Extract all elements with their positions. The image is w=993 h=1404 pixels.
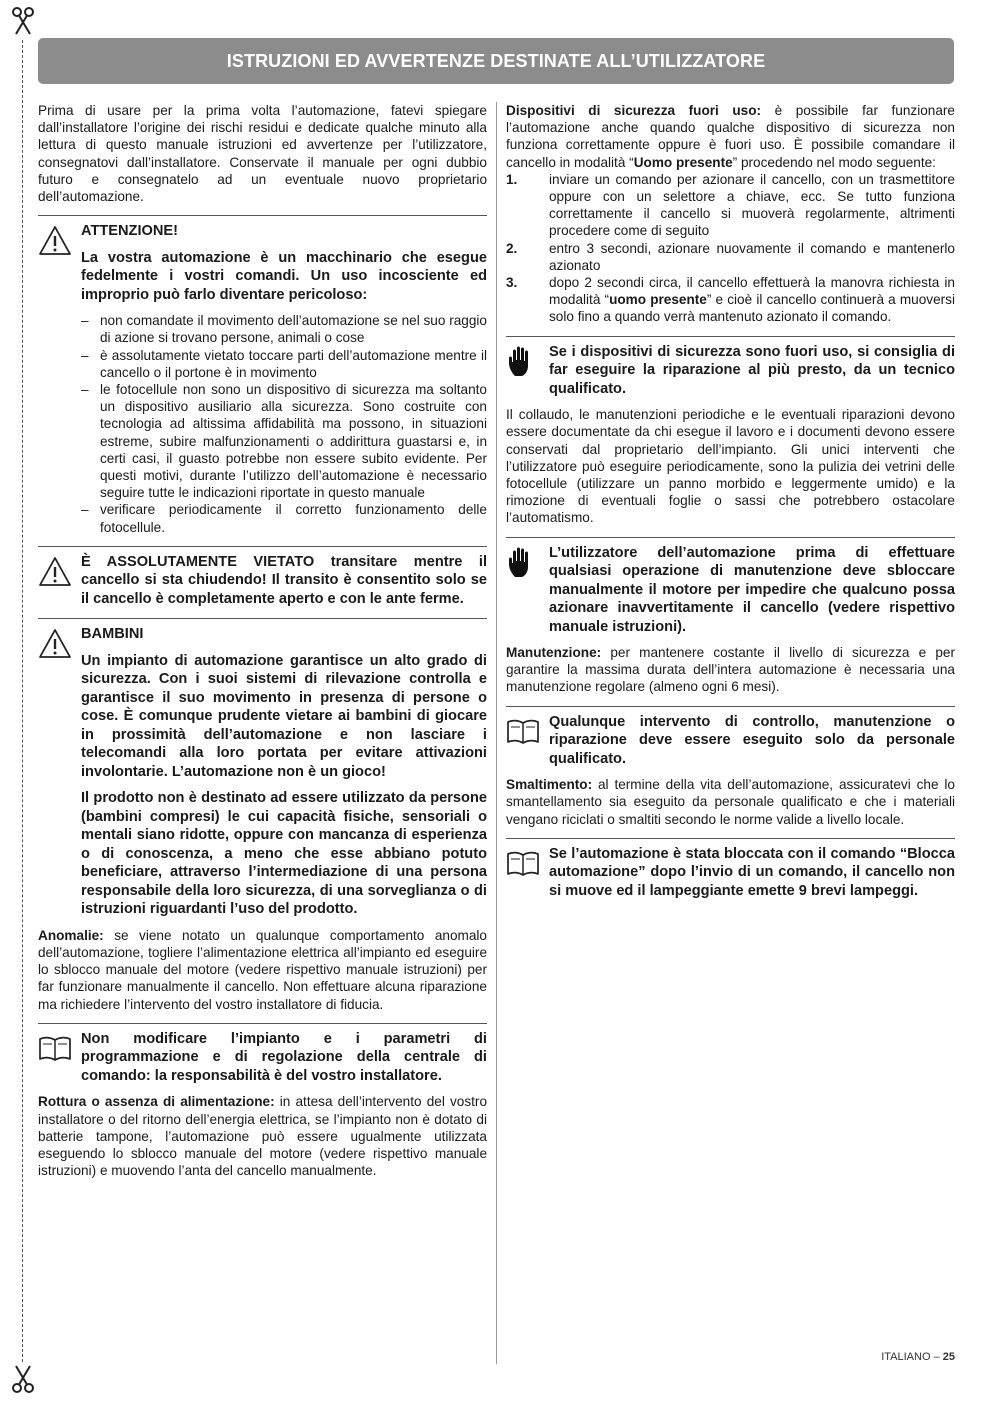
footer-language: ITALIANO – bbox=[881, 1351, 943, 1363]
note-non-modificare bbox=[38, 1023, 487, 1086]
scissors-icon bbox=[9, 6, 37, 36]
smaltimento-text: al termine della vita dell’automazione, assicuratevi che lo smantellamento sia eseguito da personale qualificato e che i materiali vengano riciclati o smaltiti secondo le norme valide a livello locale. bbox=[506, 777, 955, 827]
warning-attenzione bbox=[38, 215, 487, 304]
anomalie-paragraph bbox=[38, 927, 487, 1013]
warning-vietato bbox=[38, 546, 487, 609]
dispositivi-paragraph bbox=[506, 102, 955, 171]
rottura-text: in attesa dell’intervento del vostro installatore o del ritorno dell’energia elettrica, se l’impianto non è dotato di batterie tampone, l’automazione può essere ugualmente utilizzata eseguendo lo sblocco manuale del motore (vedere rispettivo manuale istruzioni) e muovendo l’anta del cancello manualmente. bbox=[38, 1094, 487, 1179]
warning-triangle-icon bbox=[38, 627, 72, 661]
rottura-label: Rottura o assenza di alimentazione: bbox=[38, 1094, 275, 1110]
smaltimento-paragraph bbox=[506, 776, 955, 828]
steps-list bbox=[506, 171, 955, 326]
step-bold: uomo presente bbox=[609, 292, 707, 308]
left-column bbox=[38, 102, 487, 1187]
right-column bbox=[506, 102, 955, 908]
collaudo-paragraph: Il collaudo, le manutenzioni periodiche e le eventuali riparazioni devono essere documentate da chi esegue il lavoro e i documenti devono essere conservati dal proprietario dell’impianto. Gli unici interventi che l’utilizzatore può eseguire periodicamente, sono la pulizia dei vetrini delle fotocellule (utilizzare un panno morbido e leggermente umido) e la rimozione di eventuali foglie o sassi che potrebbero ostacolare l’automatismo. bbox=[506, 407, 955, 526]
sblocco-text: L’utilizzatore dell’automazione prima di effettuare qualsiasi operazione di manutenzione deve sbloccare manualmente il motore per impedire che qualcuno possa azionare inavvertitamente il cancello (vedere rispettivo manuale istruzioni). bbox=[549, 544, 955, 635]
list-item: – verificare periodicamente il corretto funzionamento delle fotocellule. bbox=[81, 501, 487, 535]
stop-hand-icon bbox=[506, 546, 540, 580]
dispositivi-label: Dispositivi di sicurezza fuori uso: bbox=[506, 103, 762, 118]
anomalie-text: se viene notato un qualunque comportamento anomalo dell’automazione, togliere l’alimentazione elettrica all’impianto ed eseguire lo sblocco manuale del motore (vedere rispettivo manuale istruzioni) per far funzionare manualmente il cancello. Non effettuare alcuna riparazione ma richiedere l’intervento del vostro installatore di fiducia. bbox=[38, 927, 487, 1012]
attenzione-text: La vostra automazione è un macchinario che esegue fedelmente i vostri comandi. Un uso incosciente ed improprio può farlo diventare pericoloso: bbox=[81, 249, 487, 303]
step-number: 2. bbox=[506, 240, 518, 256]
page-number: 25 bbox=[942, 1351, 955, 1363]
fuori-uso-text: Se i dispositivi di sicurezza sono fuori uso, si consiglia di far eseguire la riparazione al più presto, da un tecnico qualificato. bbox=[549, 343, 955, 397]
step-text: entro 3 secondi, azionare nuovamente il comando e mantenerlo azionato bbox=[549, 240, 955, 273]
column-divider bbox=[496, 102, 497, 1364]
intro-paragraph: Prima di usare per la prima volta l’automazione, fatevi spiegare dall’installatore l’origine dei rischi residui e dedicate qualche minuto alla lettura di questo manuale istruzioni ed avvertenze per l’utilizzatore, consegnatovi dall’installatore. Conservate il manuale per ogni dubbio futuro e consegnatelo ad un eventuale nuovo proprietario dell’automazione. bbox=[38, 103, 487, 205]
list-item bbox=[506, 274, 955, 326]
warning-triangle-icon bbox=[38, 224, 72, 258]
uomo-presente-bold: Uomo presente bbox=[633, 154, 733, 170]
manual-book-icon bbox=[38, 1032, 72, 1066]
smaltimento-label: Smaltimento: bbox=[506, 777, 593, 793]
list-item: – è assolutamente vietato toccare parti dell’automazione mentre il cancello o il portone è in movimento bbox=[81, 347, 487, 381]
manual-book-icon bbox=[506, 715, 540, 749]
warning-bambini bbox=[38, 618, 487, 919]
bambini-paragraph-2: Il prodotto non è destinato ad essere utilizzato da persone (bambini compresi) le cui capacità fisiche, sensoriali o mentali siano ridotte, oppure con mancanza di esperienza o di conoscenza, a meno che esse abbiano potuto beneficiare, attraverso l’intermediazione di una persona responsabile della loro sicurezza, di una sorveglianza o di istruzioni riguardanti l’uso del prodotto. bbox=[81, 790, 487, 918]
step-text: dopo 2 secondi circa, il cancello effettuerà la manovra richiesta in modalità “ bbox=[549, 275, 955, 308]
list-item: – le fotocellule non sono un dispositivo di sicurezza ma soltanto un dispositivo ausiliario alla sicurezza. Sono costruite con tecnologia ad altissima affidabilità ma possono, in situazioni estreme, subire malfunzionamenti o addirittura guastarsi e, in certi casi, il guasto potrebbe non essere subito evidente. Per questi motivi, durante l’utilizzo dell’automazione è necessario seguire tutte le indicazioni riportate in questo manuale bbox=[81, 381, 487, 501]
warning-list bbox=[81, 312, 487, 536]
warning-triangle-icon bbox=[38, 555, 72, 589]
dispositivi-text: è possibile far funzionare l’automazione anche quando qualche dispositivo di sicurezza non funziona correttamente oppure è fuori uso. È possibile comandare il cancello in modalità “ bbox=[506, 103, 955, 170]
blocca-text: Se l’automazione è stata bloccata con il comando “Blocca automazione” dopo l’invio di un comando, il cancello non si muove ed il lampeggiante emette 9 brevi lampeggi. bbox=[549, 845, 955, 899]
note-fuori-uso bbox=[506, 336, 955, 399]
bambini-paragraph-1: Un impianto di automazione garantisce un alto grado di sicurezza. Con i suoi sistemi di rilevazione controlla e garantisce il suo movimento in presenza di persone o cose. È comunque prudente vietare ai bambini di giocare in prossimità dell’automazione e non lasciare i telecomandi alla loro portata per evitare attivazioni involontarie. L’automazione non è un gioco! bbox=[81, 652, 487, 780]
dispositivi-text-end: ” procedendo nel modo seguente: bbox=[732, 154, 936, 170]
attenzione-title: ATTENZIONE! bbox=[81, 223, 179, 240]
non-modificare-text: Non modificare l’impianto e i parametri di programmazione e di regolazione della centrale di comando: la responsabilità è del vostro installatore. bbox=[81, 1030, 487, 1084]
list-item bbox=[506, 240, 955, 274]
step-text-end: ” e cioè il cancello continuerà a muoversi solo fino a quando verrà mantenuto azionato il comando. bbox=[549, 292, 955, 325]
manual-book-icon bbox=[506, 847, 540, 881]
manutenzione-label: Manutenzione: bbox=[506, 645, 602, 661]
scissors-icon bbox=[9, 1364, 37, 1394]
manutenzione-text: per mantenere costante il livello di sicurezza e per garantire la massima durata dell’intera automazione è necessaria una manutenzione regolare (almeno ogni 6 mesi). bbox=[506, 645, 955, 695]
manutenzione-paragraph bbox=[506, 644, 955, 696]
rottura-paragraph bbox=[38, 1093, 487, 1179]
page-title: ISTRUZIONI ED AVVERTENZE DESTINATE ALL’UTILIZZATORE bbox=[38, 38, 954, 84]
note-blocca bbox=[506, 838, 955, 901]
step-number: 1. bbox=[506, 171, 518, 187]
list-item bbox=[506, 171, 955, 240]
page-footer bbox=[881, 1351, 955, 1363]
note-sblocco bbox=[506, 537, 955, 637]
vietato-text: È ASSOLUTAMENTE VIETATO transitare mentre il cancello si sta chiudendo! Il transito è consentito solo se il cancello è completamente aperto e con le ante ferme. bbox=[81, 553, 487, 607]
cut-line bbox=[22, 40, 23, 1362]
list-item: – non comandate il movimento dell’automazione se nel suo raggio di azione si trovano persone, animali o cose bbox=[81, 312, 487, 346]
qualunque-text: Qualunque intervento di controllo, manutenzione o riparazione deve essere eseguito solo da personale qualificato. bbox=[549, 713, 955, 767]
bambini-title: BAMBINI bbox=[81, 626, 144, 643]
anomalie-label: Anomalie: bbox=[38, 927, 104, 943]
note-qualunque bbox=[506, 706, 955, 769]
step-text: inviare un comando per azionare il cancello, con un trasmettitore oppure con un selettore a chiave, ecc. Se tutto funziona correttamente il cancello si muoverà regolarmente, altrimenti procedere come di seguito bbox=[549, 171, 955, 239]
stop-hand-icon bbox=[506, 345, 540, 379]
step-number: 3. bbox=[506, 275, 518, 291]
